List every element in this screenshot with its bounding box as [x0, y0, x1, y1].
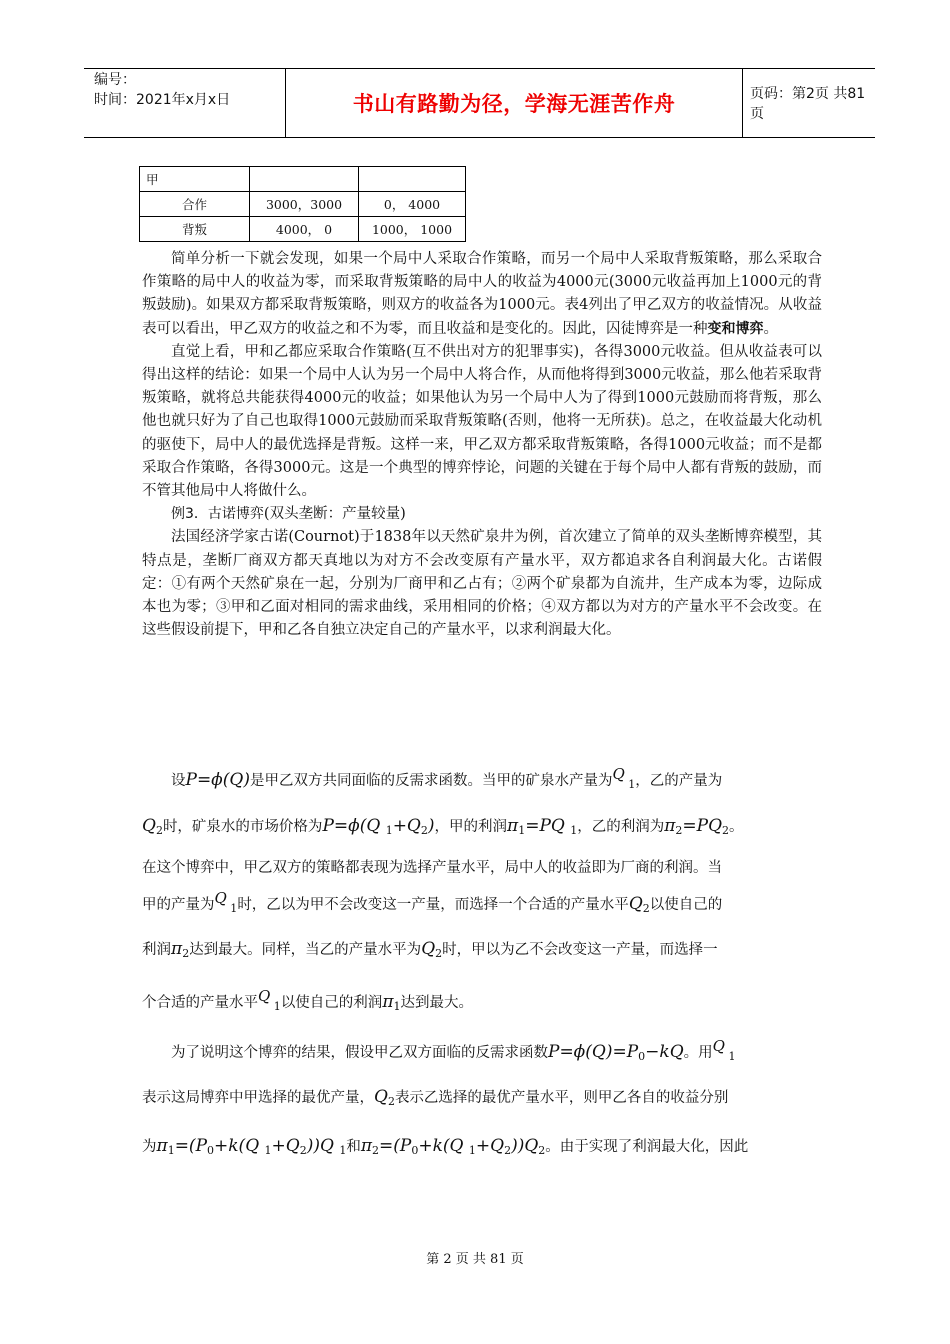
- text: 时，乙以为甲不会改变这一产量，而选择一个合适的产量水平: [237, 897, 629, 913]
- formula: $\pi_2$: [171, 939, 190, 960]
- text: 。由于实现了利润最大化，因此: [545, 1139, 749, 1155]
- header-motto-cell: [285, 69, 743, 137]
- formula: $Q_2$: [421, 939, 443, 960]
- paragraph-text: 。: [763, 320, 778, 337]
- formula: $\pi_1=PQ$ $_1$: [507, 816, 578, 837]
- formula: $P=\phi(Q)=P_0-kQ$: [548, 1042, 684, 1063]
- table-cell: 3000，3000: [250, 192, 359, 217]
- table-cell: [359, 167, 466, 192]
- body-text: [142, 248, 822, 642]
- text: ，甲的利润: [434, 819, 508, 835]
- text: 。: [729, 819, 744, 835]
- formula: Q: [612, 765, 625, 783]
- text: 利润: [142, 942, 171, 958]
- formula: Q: [258, 987, 271, 1005]
- math-line: [142, 987, 473, 1013]
- math-line: [142, 815, 744, 837]
- text: 达到最大。同样，当乙的产量水平为: [189, 942, 422, 958]
- text: 达到最大。: [400, 995, 473, 1011]
- header-meta: [84, 69, 284, 137]
- text: 表示乙选择的最优产量水平，则甲乙各自的收益分别: [394, 1090, 729, 1106]
- paragraph-intuition: 直觉上看，甲和乙都应采取合作策略(互不供出对方的犯罪事实)，各得3000元收益。但从收益表可以得出这样的结论：如果一个局中人认为另一个局中人将合作，从而他将得到3000元收益，那么他若采取背叛策略，就将总共能获得4000元的收益；如果他认为另一个局中人为了得到1000元鼓励而将背叛，那么他也就只好为了自己也取得1000元鼓励而采取背叛策略(否则，他将一无所获)。总之，在收益最大化动机的驱使下，局中人的最优选择是背叛。这样一来，甲乙双方都采取背叛策略，各得1000元收益；而不是都采取合作策略，各得3000元。这是一个典型的博弈悖论，问题的关键在于每个局中人都有背叛的鼓励，而不管其他局中人将做什么。: [142, 343, 822, 500]
- table-cell: 4000， 0: [250, 217, 359, 242]
- math-line: [142, 889, 722, 915]
- document-number-label: 编号：: [94, 72, 136, 88]
- table-row: [140, 167, 466, 192]
- table-head-cell: 甲: [140, 167, 250, 192]
- text: 。用: [683, 1045, 713, 1061]
- formula: Q: [214, 889, 227, 907]
- text: 是甲乙双方共同面临的反需求函数。当甲的矿泉水产量为: [249, 773, 613, 789]
- formula: $\pi_2=(P_0+k(Q$ $_1+Q_2))Q_2$: [360, 1136, 546, 1157]
- math-line: [142, 938, 718, 960]
- table-row: [140, 217, 466, 242]
- example-heading: [142, 503, 822, 526]
- header-page-cell: [742, 69, 875, 137]
- header-motto: 书山有路勤为径，学海无涯苦作舟: [352, 92, 676, 116]
- paragraph-analysis: [142, 248, 822, 341]
- text: 以使自己的: [649, 897, 723, 913]
- example-subtitle: (双头垄断：产量较量): [263, 506, 406, 523]
- formula: 1: [270, 1000, 281, 1013]
- bold-term: 变和博弈: [707, 320, 764, 337]
- text: 以使自己的利润: [280, 995, 383, 1011]
- formula: $\pi_2=PQ_2$: [664, 816, 730, 837]
- paragraph-text: 简单分析一下就会发现，如果一个局中人采取合作策略，而另一个局中人采取背叛策略，那么采取合作策略的局中人的收益为零，而采取背叛策略的局中人的收益为4000元(3000元收益再加上1000元的背叛鼓励)。如果双方都采取背叛策略，则双方的收益各为1000元。表4列出了甲乙双方的收益情况。从收益表可以看出，甲乙双方的收益之和不为零，而且收益和是变化的。因此，囚徒博弈是一种: [142, 251, 822, 337]
- math-line: [142, 1135, 748, 1157]
- payoff-table: [139, 166, 466, 242]
- text: 表示这局博弈中甲选择的最优产量，: [142, 1090, 374, 1106]
- formula: 1: [226, 902, 238, 915]
- text: 个合适的产量水平: [142, 995, 258, 1011]
- text: ，乙的利润为: [577, 819, 665, 835]
- text: ，乙的产量为: [635, 773, 723, 789]
- formula: 1: [624, 778, 636, 791]
- formula: 1: [724, 1050, 736, 1063]
- document-time-label: 时间：2021年x月x日: [94, 92, 231, 108]
- table-cell: [250, 167, 359, 192]
- formula: Q: [712, 1037, 725, 1055]
- formula: $Q_2$: [628, 894, 650, 915]
- row-label-cooperate: 合作: [140, 192, 250, 217]
- text: 和: [346, 1139, 361, 1155]
- example-title: 例3．古诺博弈: [171, 506, 264, 523]
- row-label-betray: 背叛: [140, 217, 250, 242]
- header-page-info: 页码：第2页 共81页: [750, 86, 866, 122]
- text: 甲的产量为: [142, 897, 215, 913]
- formula: $\pi_1=(P_0+k(Q$ $_1+Q_2))Q$ $_1$: [156, 1136, 347, 1157]
- text: 为: [142, 1139, 157, 1155]
- text: 时，矿泉水的市场价格为: [162, 819, 323, 835]
- table-cell: 1000， 1000: [359, 217, 466, 242]
- math-line: [142, 1086, 728, 1108]
- math-line: 在这个博弈中，甲乙双方的策略都表现为选择产量水平，局中人的收益即为厂商的利润。当: [142, 860, 722, 876]
- page-header: [84, 68, 875, 138]
- formula: P=ϕ(Q): [185, 770, 250, 790]
- formula: $Q_2$: [374, 1087, 395, 1108]
- paragraph-cournot: 法国经济学家古诺(Cournot)于1838年以天然矿泉井为例，首次建立了简单的双头垄断博弈模型，其特点是，垄断厂商双方都天真地以为对方不会改变原有产量水平，双方都追求各自利润最大化。古诺假定：①有两个天然矿泉在一起，分别为厂商甲和乙占有；②两个矿泉都为自流井，生产成本为零，边际成本也为零；③甲和乙面对相同的需求曲线，采用相同的价格；④双方都以为对方的产量水平不会改变。在这些假设前提下，甲和乙各自独立决定自己的产量水平，以求利润最大化。: [142, 529, 822, 639]
- math-line: [171, 765, 722, 791]
- text: 为了说明这个博弈的结果，假设甲乙双方面临的反需求函数: [171, 1045, 548, 1061]
- table-cell: 0， 4000: [359, 192, 466, 217]
- page-footer: 第 2 页 共 81 页: [426, 1252, 524, 1267]
- formula: $\pi_1$: [382, 992, 401, 1013]
- math-line: [171, 1037, 735, 1063]
- table-row: [140, 192, 466, 217]
- formula: $Q_2$: [142, 816, 163, 837]
- formula: P=ϕ(Q $_1+Q_2$): [322, 816, 435, 837]
- text: 设: [171, 773, 186, 789]
- text: 时，甲以为乙不会改变这一产量，而选择一: [442, 942, 718, 958]
